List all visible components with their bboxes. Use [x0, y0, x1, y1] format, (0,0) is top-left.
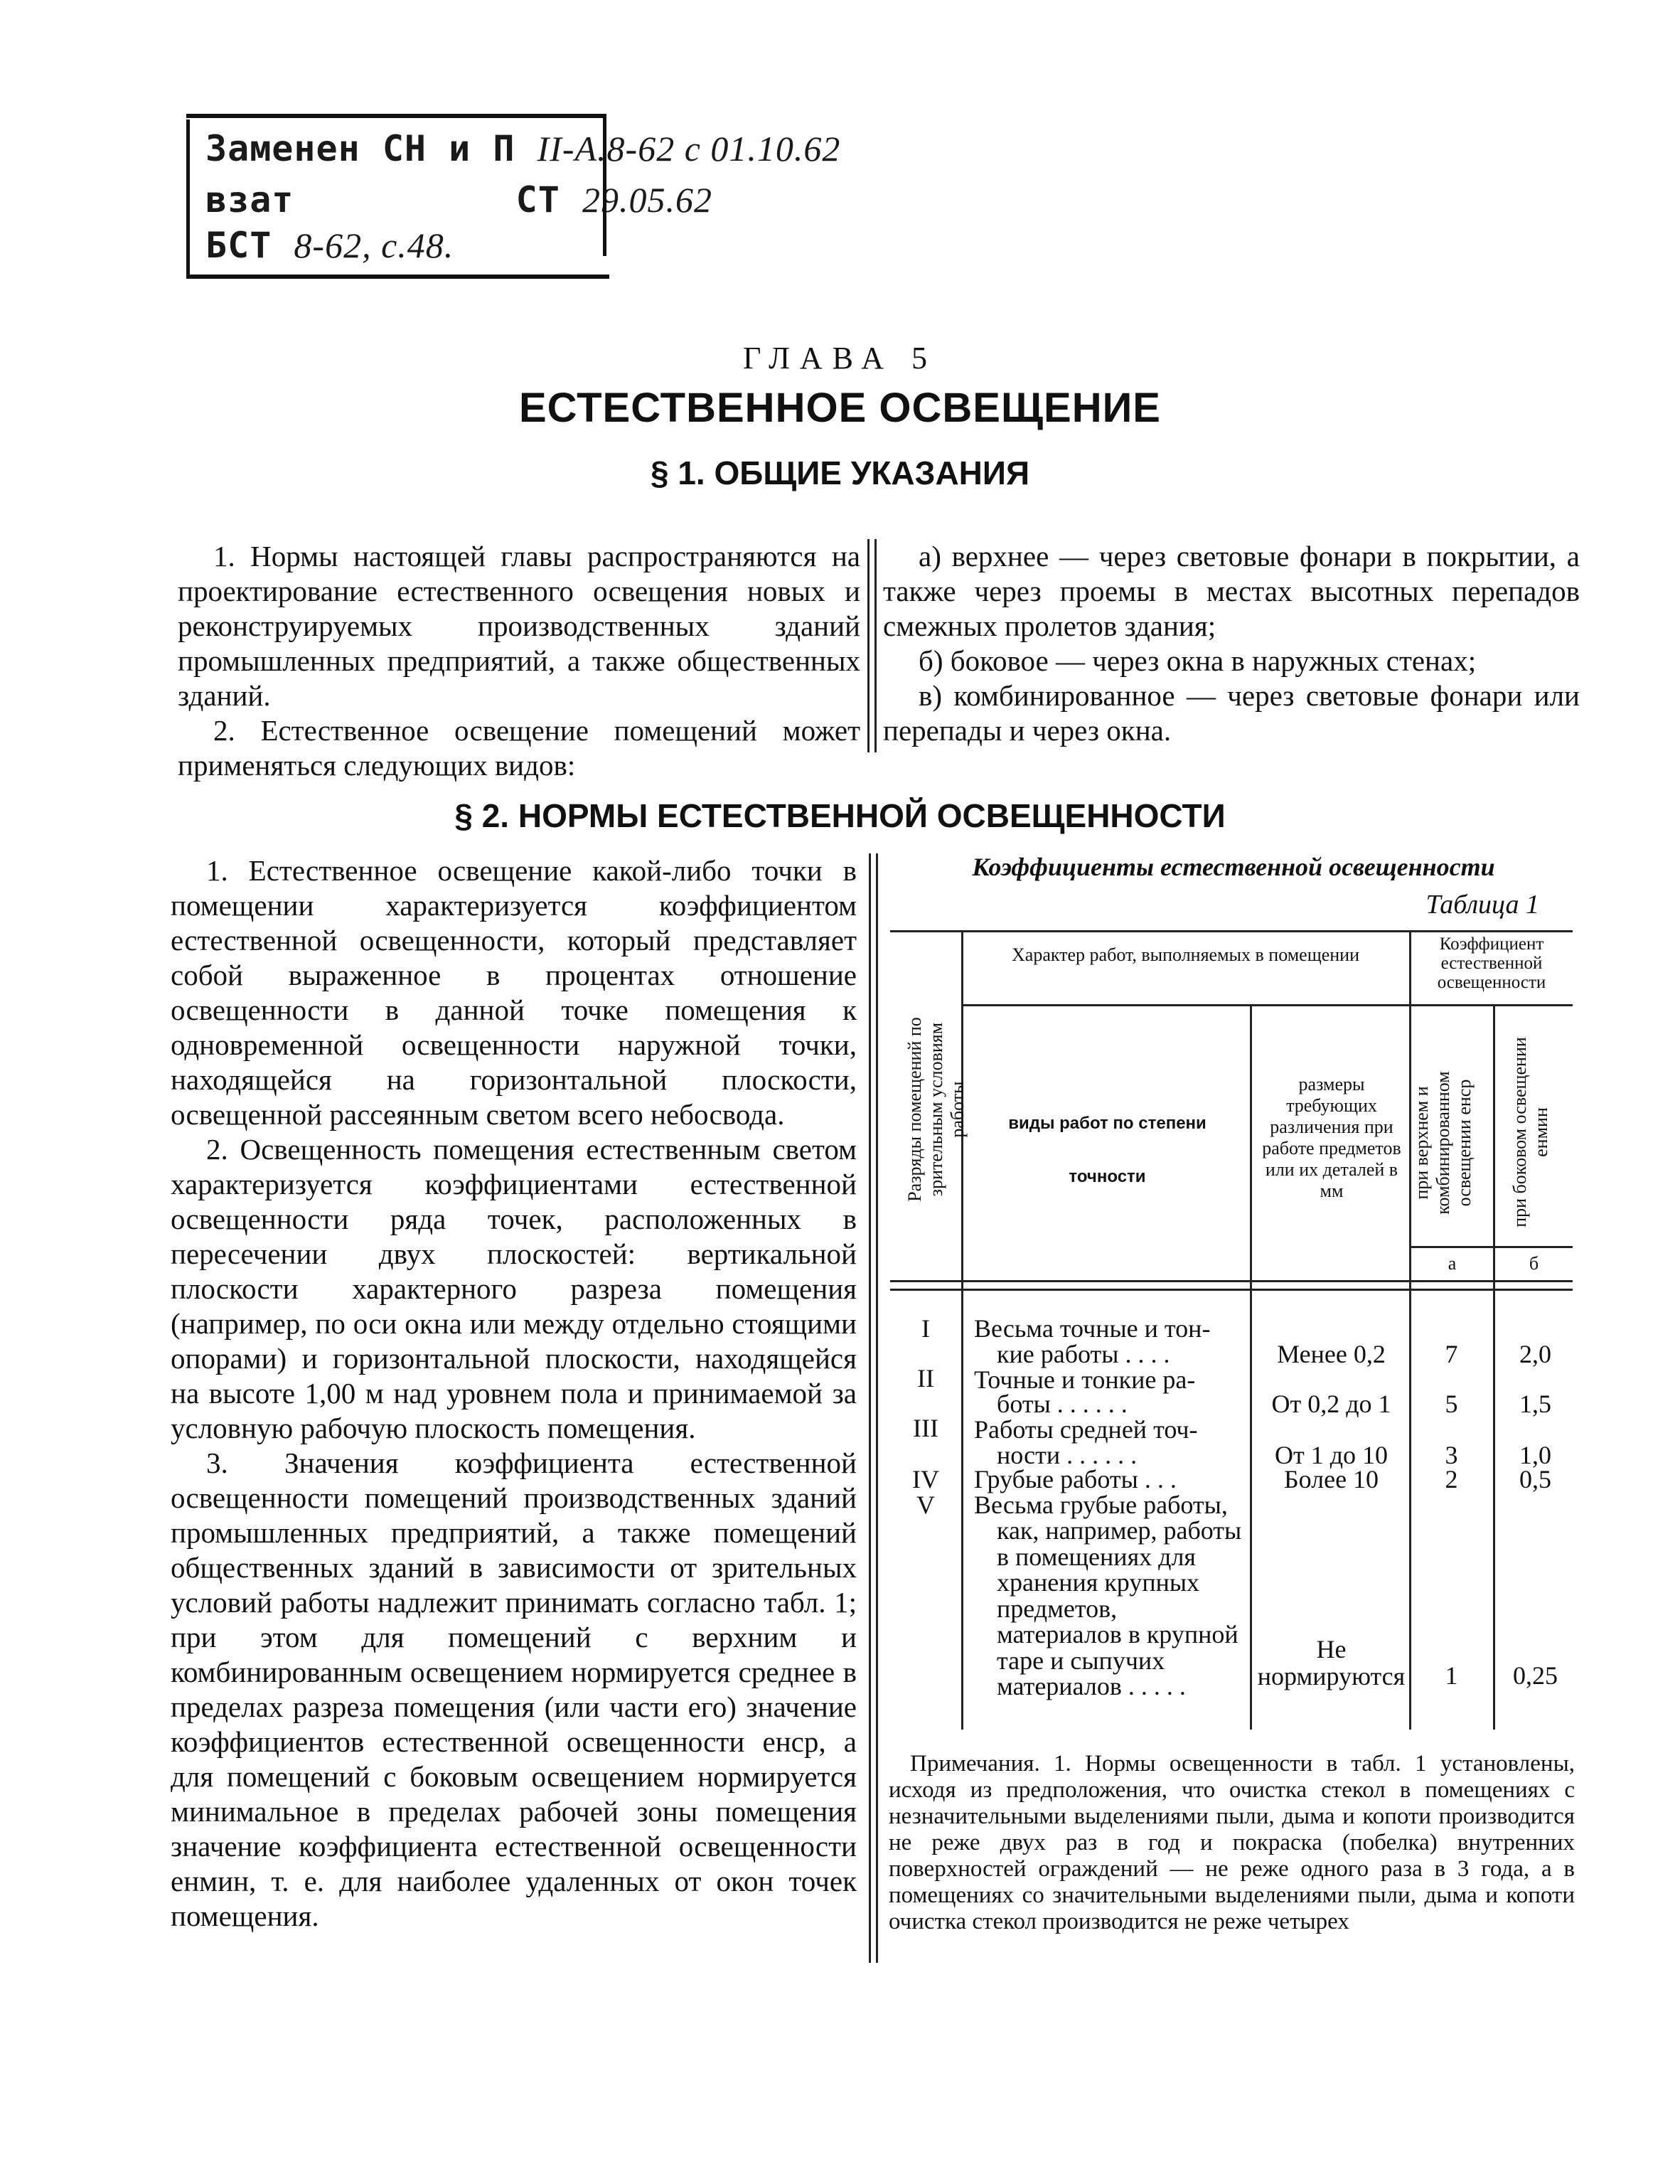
stamp-line-3-handwritten: 8-62, с.48. [294, 225, 454, 265]
row-1-work-line-2: кие работы . . . . [997, 1340, 1170, 1368]
s1-paragraph-2: 2. Естественное освещение помещений может применяться следующих видов: [178, 714, 860, 782]
row-2-coef-a: 5 [1445, 1390, 1458, 1418]
header-coefficient: Коэффициент естественной освещенности [1437, 934, 1546, 992]
s2-paragraph-3: 3. Значения коэффициента естественной освещенности помещений производственных зданий промышленных предприятий, а также помещений общественных зданий в зависимости от зрительных условий работы надлежит принимать согласно табл. 1; при этом для помещений с верхним и комбинированным освещением нормируется среднее в пределах разреза помещения (или части его) значение коэффициентов естественной освещенности eнср, а для помещений с боковым освещением нормируется минимальное в пределах рабочей зоны помещения значение коэффициента естественной освещенности eнмин, т. е. для наиболее удаленных от окон точек помещения. [171, 1447, 857, 1932]
header-work-character: Характер работ, выполняемых в помещении [1012, 944, 1359, 965]
s2-paragraph-2: 2. Освещенность помещения естественным светом характеризуется коэффициентами естественной освещенности ряда точек, расположенных в пересечении двух плоскостей: вертикальной плоскости характерного разреза помещения (например, по оси окна или между отдельно стоящими опорами) и горизонтальной плоскости, находящейся на высоте 1,00 м над уровнем пола и принимаемой за условную рабочую плоскость помещения. [171, 1133, 857, 1444]
s1-paragraph-1: 1. Нормы настоящей главы распространяются на проектирование естественного освещения новых и реконструируемых производственных зданий промышленных предприятий, а также общественных зданий. [178, 540, 860, 712]
row-2-size: От 0,2 до 1 [1271, 1390, 1391, 1418]
row-5-work-line-2: как, например, работы в помещениях для хранения крупных предметов, материалов в крупной таре и сыпучих материалов . . . . . [997, 1516, 1242, 1700]
row-2-coef-b: 1,5 [1519, 1390, 1551, 1418]
row-5-work-line-1: Весьма грубые работы, [974, 1491, 1228, 1519]
section-1-heading: § 1. ОБЩИЕ УКАЗАНИЯ [650, 454, 1030, 491]
chapter-title: ЕСТЕСТВЕННОЕ ОСВЕЩЕНИЕ [519, 385, 1161, 431]
row-4-work: Грубые работы . . . [974, 1465, 1177, 1493]
row-1-coef-a: 7 [1445, 1340, 1458, 1368]
row-3-coef-a: 3 [1445, 1441, 1458, 1469]
table-notes: Примечания. 1. Нормы освещенности в табл. 1 установлены, исходя из предположения, что очистка стекол в помещениях с незначительными выделениями пыли, дыма и копоти производится не реже двух раз в год и покраска (побелка) внутренних поверхностей ограждений — не реже одного раза в 3 года, а в помещениях со значительными выделениями пыли, дыма и копоти очистка стекол производится не реже четырех [889, 1751, 1575, 1934]
row-3-work-line-1: Работы средней точ- [974, 1415, 1198, 1444]
s2-paragraph-1: 1. Естественное освещение какой-либо точки в помещении характеризуется коэффициентом естественной освещенности, который представляет собой выраженное в процентах отношение освещенности в данной точке помещения к одновременной освещенности наружной точки, находящейся на горизонтальной плоскости, освещенной рассеянным светом всего небосвода. [171, 854, 857, 1131]
row-4-size: Более 10 [1283, 1465, 1379, 1493]
row-1-size: Менее 0,2 [1277, 1340, 1386, 1368]
s1-item-a: а) верхнее — через световые фонари в покрытии, а также через проемы в местах высотных перепадов смежных пролетов здания; [883, 540, 1580, 642]
section-2-heading: § 2. НОРМЫ ЕСТЕСТВЕННОЙ ОСВЕЩЕННОСТИ [454, 797, 1226, 834]
rank-1: I [921, 1314, 930, 1343]
header-top-lighting: при верхнем и комбинированном освещении eнср [1411, 1071, 1475, 1215]
table-caption: Коэффициенты естественной освещенности [972, 853, 1495, 881]
header-col-a: а [1448, 1253, 1457, 1274]
s1-item-b: б) боковое — через окна в наружных стенах; [919, 644, 1477, 677]
chapter-label: ГЛАВА 5 [742, 341, 938, 375]
header-col-b: б [1529, 1253, 1539, 1274]
rank-2: II [917, 1364, 934, 1392]
stamp-line-2-ct: СТ [515, 179, 560, 220]
rank-5: V [916, 1491, 935, 1519]
stamp-line-1-handwritten: II-А.8-62 с 01.10.62 [537, 129, 841, 169]
header-rank: Разряды помещений по зрительным условиям работы [904, 1017, 968, 1202]
row-1-work-line-1: Весьма точные и тон- [974, 1314, 1211, 1343]
row-5-coef-b: 0,25 [1513, 1661, 1558, 1690]
row-2-work-line-2: боты . . . . . . [997, 1390, 1128, 1418]
stamp-line-2-text: взат [205, 179, 294, 220]
header-work-kind-1: виды работ по степени [1008, 1114, 1207, 1133]
s1-item-c: в) комбинированное — через световые фонари или перепады и через окна. [883, 679, 1580, 747]
rank-4: IV [912, 1465, 939, 1493]
rank-3: III [913, 1414, 938, 1442]
row-2-work-line-1: Точные и тонкие ра- [974, 1365, 1196, 1394]
row-1-coef-b: 2,0 [1519, 1340, 1551, 1368]
row-4-coef-b: 0,5 [1519, 1465, 1551, 1493]
header-side-lighting: при боковом освещении eнмин [1509, 1037, 1551, 1227]
row-5-coef-a: 1 [1445, 1661, 1458, 1690]
stamp-line-3-text: БСТ [205, 225, 272, 266]
header-object-size: размеры требующих различения при работе предметов или их деталей в мм [1262, 1074, 1401, 1201]
stamp-line-2-handwritten: 29.05.62 [582, 180, 712, 220]
row-3-coef-b: 1,0 [1519, 1441, 1551, 1469]
row-3-size: От 1 до 10 [1274, 1441, 1389, 1469]
table-number: Таблица 1 [1425, 890, 1539, 920]
stamp-line-1-text: Заменен СН и П [205, 128, 515, 169]
header-work-kind-2: точности [1069, 1167, 1146, 1186]
row-4-coef-a: 2 [1445, 1465, 1458, 1493]
row-3-work-line-2: ности . . . . . . [997, 1441, 1138, 1469]
row-5-size: Не нормируются [1257, 1635, 1406, 1690]
